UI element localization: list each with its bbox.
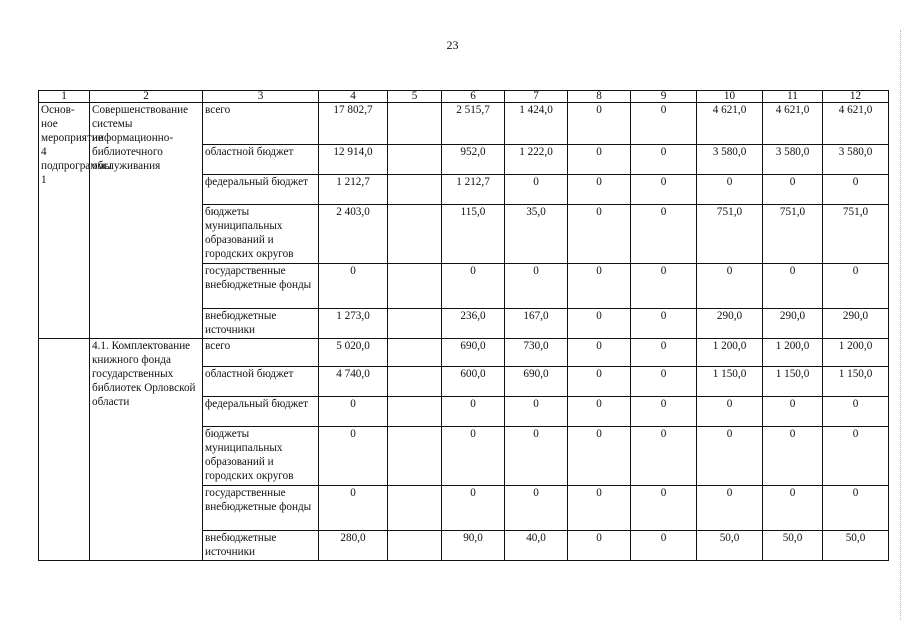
header-cell: 6 <box>442 91 505 103</box>
amount-cell: 0 <box>763 486 823 531</box>
amount-cell: 0 <box>442 486 505 531</box>
amount-cell: 236,0 <box>442 309 505 339</box>
amount-cell: 0 <box>319 427 388 486</box>
amount-cell: 0 <box>505 264 568 309</box>
amount-cell: 0 <box>631 264 697 309</box>
funding-source-cell: федеральный бюджет <box>203 175 319 205</box>
amount-cell: 50,0 <box>763 531 823 561</box>
funding-source-cell: всего <box>203 339 319 367</box>
amount-cell: 0 <box>631 486 697 531</box>
header-row <box>39 91 889 103</box>
amount-cell: 0 <box>568 205 631 264</box>
amount-cell: 17 802,7 <box>319 103 388 145</box>
amount-cell: 40,0 <box>505 531 568 561</box>
amount-cell: 35,0 <box>505 205 568 264</box>
amount-cell: 0 <box>631 103 697 145</box>
amount-cell: 0 <box>631 175 697 205</box>
amount-cell: 4 621,0 <box>697 103 763 145</box>
header-cell: 5 <box>388 91 442 103</box>
amount-cell: 0 <box>568 145 631 175</box>
amount-cell: 0 <box>568 531 631 561</box>
amount-cell: 0 <box>697 264 763 309</box>
funding-source-cell: федеральный бюджет <box>203 397 319 427</box>
amount-cell: 0 <box>823 486 889 531</box>
header-cell: 1 <box>39 91 90 103</box>
amount-cell: 0 <box>697 486 763 531</box>
header-cell: 3 <box>203 91 319 103</box>
amount-cell: 0 <box>763 427 823 486</box>
amount-cell: 690,0 <box>505 367 568 397</box>
amount-cell: 4 621,0 <box>763 103 823 145</box>
amount-cell: 1 273,0 <box>319 309 388 339</box>
amount-cell: 290,0 <box>823 309 889 339</box>
activity-title-cell: Совершенствование системы информационно-библиотечного обслуживания <box>90 103 203 339</box>
amount-cell <box>388 367 442 397</box>
amount-cell: 0 <box>763 175 823 205</box>
funding-source-cell: внебюджетные источники <box>203 309 319 339</box>
amount-cell: 0 <box>631 309 697 339</box>
amount-cell: 0 <box>631 145 697 175</box>
amount-cell: 751,0 <box>823 205 889 264</box>
amount-cell: 0 <box>697 175 763 205</box>
header-cell: 10 <box>697 91 763 103</box>
amount-cell: 2 403,0 <box>319 205 388 264</box>
amount-cell <box>388 339 442 367</box>
amount-cell: 0 <box>631 367 697 397</box>
amount-cell: 0 <box>319 486 388 531</box>
funding-source-cell: областной бюджет <box>203 145 319 175</box>
amount-cell: 0 <box>319 264 388 309</box>
header-cell: 9 <box>631 91 697 103</box>
amount-cell: 0 <box>442 264 505 309</box>
budget-table <box>38 90 889 561</box>
amount-cell: 4 621,0 <box>823 103 889 145</box>
amount-cell: 0 <box>631 427 697 486</box>
funding-source-cell: государственные внебюджетные фонды <box>203 264 319 309</box>
amount-cell: 5 020,0 <box>319 339 388 367</box>
amount-cell: 290,0 <box>697 309 763 339</box>
header-cell: 8 <box>568 91 631 103</box>
activity-title-cell: 4.1. Комплектование книжного фонда государственных библиотек Орловской области <box>90 339 203 561</box>
amount-cell <box>388 309 442 339</box>
funding-source-cell: государственные внебюджетные фонды <box>203 486 319 531</box>
amount-cell: 751,0 <box>697 205 763 264</box>
amount-cell: 0 <box>631 205 697 264</box>
amount-cell: 0 <box>568 397 631 427</box>
amount-cell <box>388 486 442 531</box>
amount-cell: 1 150,0 <box>763 367 823 397</box>
amount-cell: 952,0 <box>442 145 505 175</box>
funding-source-cell: областной бюджет <box>203 367 319 397</box>
funding-source-cell: внебюджетные источники <box>203 531 319 561</box>
amount-cell: 1 212,7 <box>319 175 388 205</box>
amount-cell: 0 <box>505 427 568 486</box>
amount-cell: 0 <box>442 427 505 486</box>
header-cell: 12 <box>823 91 889 103</box>
amount-cell: 0 <box>505 486 568 531</box>
amount-cell: 0 <box>568 486 631 531</box>
amount-cell: 12 914,0 <box>319 145 388 175</box>
header-cell: 2 <box>90 91 203 103</box>
amount-cell <box>388 145 442 175</box>
funding-source-cell: бюджеты муниципальных образований и городских округов <box>203 205 319 264</box>
activity-cell: Основ-ное мероприятие 4 подпрограммы 1 <box>39 103 90 339</box>
amount-cell: 0 <box>631 339 697 367</box>
amount-cell: 0 <box>319 397 388 427</box>
amount-cell: 1 222,0 <box>505 145 568 175</box>
amount-cell: 0 <box>631 531 697 561</box>
amount-cell: 167,0 <box>505 309 568 339</box>
amount-cell: 0 <box>823 175 889 205</box>
amount-cell: 0 <box>697 397 763 427</box>
amount-cell: 0 <box>823 427 889 486</box>
amount-cell: 0 <box>568 309 631 339</box>
amount-cell: 0 <box>763 264 823 309</box>
amount-cell: 0 <box>823 397 889 427</box>
amount-cell <box>388 264 442 309</box>
amount-cell <box>388 427 442 486</box>
header-cell: 7 <box>505 91 568 103</box>
amount-cell: 0 <box>568 367 631 397</box>
amount-cell: 690,0 <box>442 339 505 367</box>
amount-cell: 280,0 <box>319 531 388 561</box>
amount-cell: 0 <box>505 397 568 427</box>
amount-cell: 1 150,0 <box>697 367 763 397</box>
amount-cell: 1 200,0 <box>697 339 763 367</box>
amount-cell: 3 580,0 <box>823 145 889 175</box>
amount-cell <box>388 175 442 205</box>
amount-cell: 0 <box>568 175 631 205</box>
amount-cell <box>388 397 442 427</box>
amount-cell: 50,0 <box>823 531 889 561</box>
header-cell: 4 <box>319 91 388 103</box>
amount-cell: 600,0 <box>442 367 505 397</box>
amount-cell: 0 <box>505 175 568 205</box>
amount-cell: 90,0 <box>442 531 505 561</box>
amount-cell: 1 212,7 <box>442 175 505 205</box>
amount-cell: 0 <box>568 103 631 145</box>
amount-cell: 0 <box>442 397 505 427</box>
funding-source-cell: бюджеты муниципальных образований и городских округов <box>203 427 319 486</box>
amount-cell: 290,0 <box>763 309 823 339</box>
scan-edge-artifact <box>890 30 901 620</box>
amount-cell: 751,0 <box>763 205 823 264</box>
amount-cell: 0 <box>697 427 763 486</box>
funding-source-cell: всего <box>203 103 319 145</box>
amount-cell: 3 580,0 <box>763 145 823 175</box>
page-number: 23 <box>446 38 459 52</box>
amount-cell: 1 150,0 <box>823 367 889 397</box>
amount-cell: 4 740,0 <box>319 367 388 397</box>
amount-cell: 0 <box>631 397 697 427</box>
amount-cell: 0 <box>568 264 631 309</box>
activity-cell <box>39 339 90 561</box>
amount-cell: 0 <box>763 397 823 427</box>
header-cell: 11 <box>763 91 823 103</box>
amount-cell: 3 580,0 <box>697 145 763 175</box>
amount-cell <box>388 531 442 561</box>
amount-cell: 115,0 <box>442 205 505 264</box>
amount-cell: 0 <box>823 264 889 309</box>
amount-cell <box>388 205 442 264</box>
table-row <box>39 103 889 145</box>
amount-cell: 0 <box>568 339 631 367</box>
amount-cell: 50,0 <box>697 531 763 561</box>
amount-cell: 730,0 <box>505 339 568 367</box>
table-row <box>39 339 889 367</box>
amount-cell <box>388 103 442 145</box>
amount-cell: 1 200,0 <box>763 339 823 367</box>
amount-cell: 0 <box>568 427 631 486</box>
amount-cell: 1 424,0 <box>505 103 568 145</box>
amount-cell: 2 515,7 <box>442 103 505 145</box>
amount-cell: 1 200,0 <box>823 339 889 367</box>
